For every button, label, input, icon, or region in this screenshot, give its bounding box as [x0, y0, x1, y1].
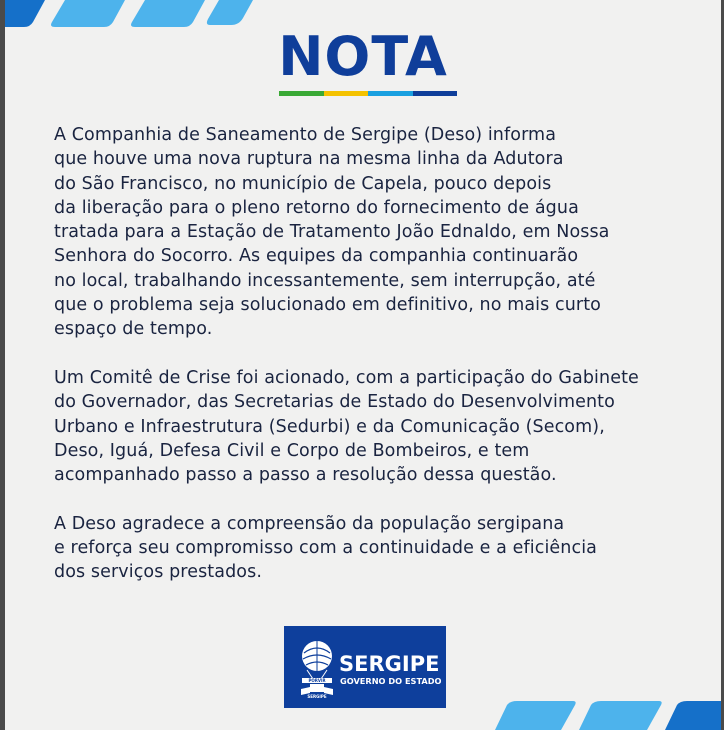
underline-green [279, 91, 324, 96]
bottom-right-stripes [495, 700, 721, 730]
stripe-5 [495, 701, 576, 730]
paragraph-1: A Companhia de Saneamento de Sergipe (Deso) informa que houve uma nova ruptura na mesma linha da Adutora do São Francisco, no município de Capela, pouco depois da liberação para o pleno retorno do fornecimento de água tratada para a Estação de Tratamento João Ednaldo, em Nossa Senhora do Socorro. As equipes da companhia continuarão no local, trabalhando incessantemente, sem interrupção, até que o problema seja solucionado em definitivo, no mais curto espaço de tempo. [54, 125, 610, 340]
paragraph-2: Um Comitê de Crise foi acionado, com a participação do Gabinete do Governador, das Secretarias de Estado do Desenvolvimento Urbano e Infraestrutura (Sedurbi) e da Comunicação (Secom), Deso, Iguá, Defesa Civil e Corpo de Bombeiros, e tem acompanhado passo a passo a resolução dessa questão. [54, 367, 639, 486]
title-underline [279, 91, 457, 96]
stripe-4 [207, 0, 253, 25]
stripe-3 [131, 0, 205, 27]
top-left-stripes [5, 0, 255, 28]
note-card [5, 0, 721, 730]
seal-bottom-text: SERGIPE [307, 694, 327, 699]
seal-top-text: PORVIR [308, 678, 326, 683]
underline-cyan [368, 91, 413, 96]
stripe-1 [5, 0, 45, 27]
logo-subtitle: GOVERNO DO ESTADO [340, 676, 442, 686]
page-title: NOTA [278, 25, 448, 88]
underline-blue [413, 91, 458, 96]
sergipe-government-logo [284, 626, 446, 708]
paragraph-3: A Deso agradece a compreensão da população sergipana e reforça seu compromisso com a continuidade e a eficiência dos serviços prestados. [54, 513, 597, 583]
logo-name: SERGIPE [339, 652, 440, 676]
stripe-2 [51, 0, 125, 27]
stripe-7 [665, 701, 721, 730]
note-body [54, 123, 694, 609]
stripe-6 [579, 701, 662, 730]
balloon-seal-icon [298, 639, 336, 699]
underline-yellow [324, 91, 369, 96]
